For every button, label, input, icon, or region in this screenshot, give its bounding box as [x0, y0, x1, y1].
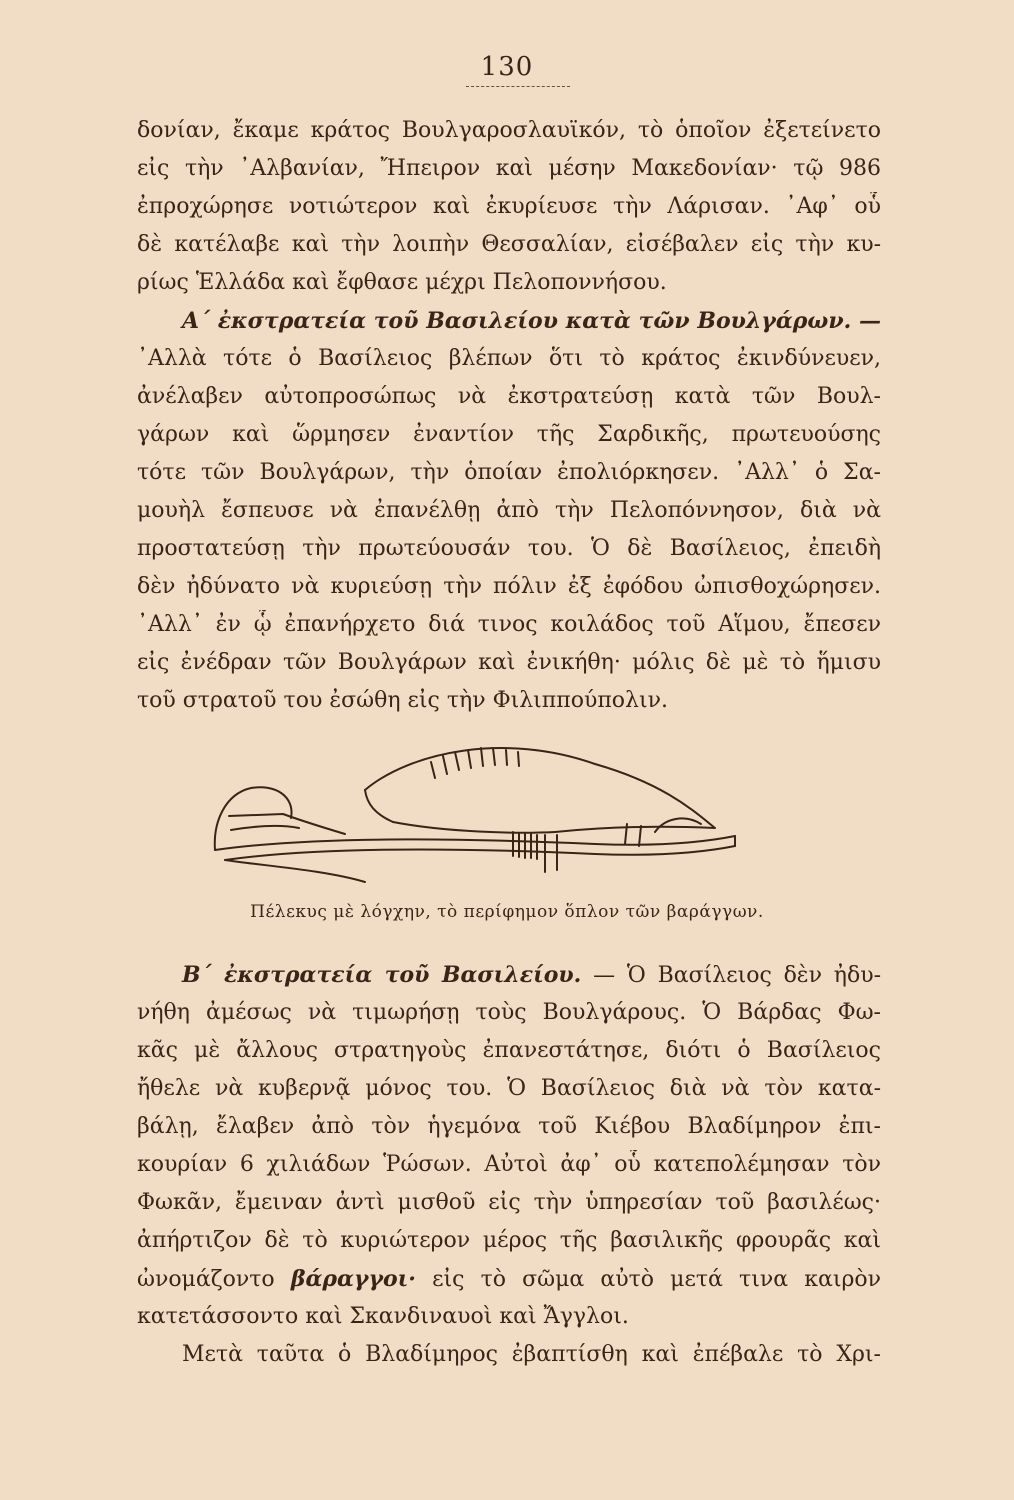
text-line: βάλῃ, ἔλαβεν ἀπὸ τὸν ἡγεμόνα τοῦ Κιέβου Βλαδίμηρον ἐπι-	[137, 1114, 881, 1139]
text-line-with-emphasis	[137, 1264, 881, 1296]
text-line: ἐπροχώρησε νοτιώτερον καὶ ἐκυρίευσε τὴν Λάρισαν. ᾿Αφ᾿ οὗ	[137, 194, 881, 219]
text-line: κᾶς μὲ ἄλλους στρατηγοὺς ἐπανεστάτησε, διότι ὁ Βασίλειος	[137, 1038, 881, 1063]
text-line: ἀπήρτιζον δὲ τὸ κυριώτερον μέρος τῆς βασιλικῆς φρουρᾶς καὶ	[137, 1228, 881, 1253]
text-line: κουρίαν 6 χιλιάδων Ῥώσων. Αὐτοὶ ἀφ᾿ οὗ κατεπολέμησαν τὸν	[137, 1152, 881, 1177]
text-line: δονίαν, ἔκαμε κράτος Βουλγαροσλαυϊκόν, τὸ ὁποῖον ἐξετείνετο	[137, 118, 881, 143]
section-heading-b: Β΄ ἐκστρατεία τοῦ Βασιλείου.	[182, 962, 582, 988]
text-span: ὠνομάζοντο	[137, 1267, 291, 1292]
section-heading-a: Α΄ ἐκστρατεία τοῦ Βασιλείου κατὰ τῶν Βουλγάρων. —	[182, 308, 881, 334]
text-line: ρίως Ἑλλάδα καὶ ἔφθασε μέχρι Πελοποννήσου.	[137, 270, 667, 295]
figure-caption: Πέλεκυς μὲ λόγχην, τὸ περίφημον ὅπλον τῶν βαράγγων.	[250, 902, 764, 922]
page-number-rule	[466, 86, 570, 87]
text-span: εἰς τὸ σῶμα αὐτὸ μετά τινα καιρὸν	[415, 1267, 881, 1292]
text-line: εἰς ἐνέδραν τῶν Βουλγάρων καὶ ἐνικήθη· μόλις δὲ μὲ τὸ ἥμισυ	[137, 650, 881, 675]
axe-with-spear-icon	[195, 732, 755, 892]
text-line: ᾿Αλλὰ τότε ὁ Βασίλειος βλέπων ὅτι τὸ κράτος ἐκινδύνευεν,	[137, 346, 881, 371]
section-b-first-line	[137, 960, 881, 992]
text-line: δὲ κατέλαβε καὶ τὴν λοιπὴν Θεσσαλίαν, εἰσέβαλεν εἰς τὴν κυ-	[137, 232, 881, 257]
page-number: 130	[480, 52, 534, 82]
text-line: τότε τῶν Βουλγάρων, τὴν ὁποίαν ἐπολιόρκησεν. ᾿Αλλ᾿ ὁ Σα-	[137, 460, 881, 485]
text-line: γάρων καὶ ὥρμησεν ἐναντίον τῆς Σαρδικῆς, πρωτευούσης	[137, 422, 881, 447]
text-line: ἤθελε νὰ κυβερνᾷ μόνος του. Ὁ Βασίλειος διὰ νὰ τὸν κατα-	[137, 1076, 881, 1101]
emphasized-term: βάραγγοι·	[290, 1266, 416, 1292]
text-line: τοῦ στρατοῦ του ἐσώθη εἰς τὴν Φιλιππούπολιν.	[137, 688, 668, 713]
text-line: κατετάσσοντο καὶ Σκανδιναυοὶ καὶ Ἄγγλοι.	[137, 1304, 629, 1329]
text-line: ἀνέλαβεν αὐτοπροσώπως νὰ ἐκστρατεύσῃ κατὰ τῶν Βουλ-	[137, 384, 881, 409]
text-line: μουὴλ ἔσπευσε νὰ ἐπανέλθῃ ἀπὸ τὴν Πελοπόννησον, διὰ νὰ	[137, 498, 881, 523]
text-line: Μετὰ ταῦτα ὁ Βλαδίμηρος ἐβαπτίσθη καὶ ἐπέβαλε τὸ Χρι-	[182, 1342, 881, 1367]
text-line: ᾿Αλλ᾿ ἐν ᾧ ἐπανήρχετο διά τινος κοιλάδος τοῦ Αἵμου, ἔπεσεν	[137, 612, 881, 637]
text-line: Φωκᾶν, ἔμειναν ἀντὶ μισθοῦ εἰς τὴν ὑπηρεσίαν τοῦ βασιλέως·	[137, 1190, 881, 1215]
text-line: νήθη ἀμέσως νὰ τιμωρήσῃ τοὺς Βουλγάρους. Ὁ Βάρδας Φω-	[137, 1000, 881, 1025]
text-line: προστατεύσῃ τὴν πρωτεύουσάν του. Ὁ δὲ Βασίλειος, ἐπειδὴ	[137, 536, 881, 561]
text-line: εἰς τὴν ᾿Αλβανίαν, Ἤπειρον καὶ μέσην Μακεδονίαν· τῷ 986	[137, 156, 881, 181]
text-line: δὲν ἠδύνατο νὰ κυριεύσῃ τὴν πόλιν ἐξ ἐφόδου ὠπισθοχώρησεν.	[137, 574, 881, 599]
text-span: — Ὁ Βασίλειος δὲν ἠδυ-	[581, 963, 881, 988]
